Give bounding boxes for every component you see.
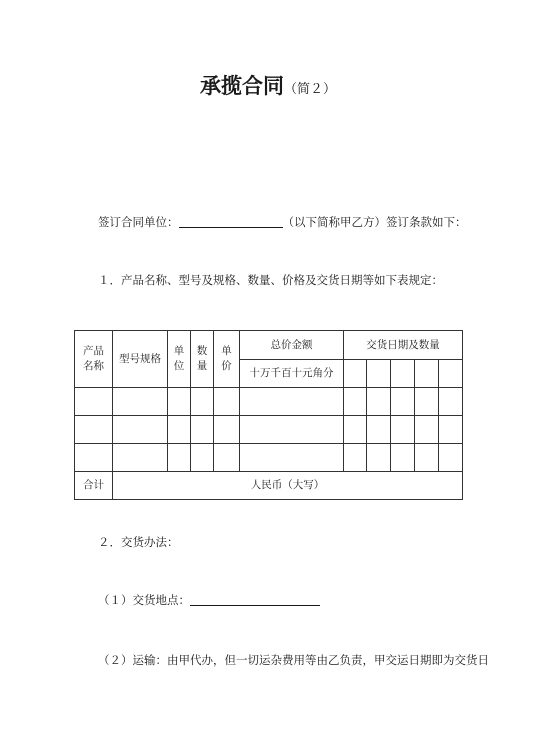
delivery-cell[interactable] bbox=[415, 360, 439, 388]
table-cell[interactable] bbox=[214, 444, 240, 472]
table-cell[interactable] bbox=[113, 444, 168, 472]
table-cell[interactable] bbox=[439, 416, 463, 444]
table-cell[interactable] bbox=[214, 388, 240, 416]
delivery-cell[interactable] bbox=[367, 360, 391, 388]
table-row bbox=[75, 444, 463, 472]
product-table bbox=[74, 330, 463, 500]
header-unit-price: 单价 bbox=[214, 331, 240, 388]
delivery-location-line bbox=[98, 592, 320, 608]
delivery-cell[interactable] bbox=[439, 360, 463, 388]
header-total-amount: 总价金额 bbox=[240, 331, 344, 360]
table-cell[interactable] bbox=[391, 388, 415, 416]
table-cell[interactable] bbox=[367, 444, 391, 472]
table-cell[interactable] bbox=[168, 388, 191, 416]
clause-2: ２．交货办法： bbox=[98, 535, 179, 549]
total-label: 合计 bbox=[75, 472, 113, 500]
clause-2-2: （２）运输：由甲代办，但一切运杂费用等由乙负责，甲交运日期即为交货日 bbox=[98, 653, 489, 667]
table-cell[interactable] bbox=[240, 416, 344, 444]
table-cell[interactable] bbox=[191, 444, 214, 472]
title-main: 承揽合同 bbox=[199, 74, 284, 98]
title-suffix: （简２） bbox=[283, 82, 336, 97]
header-model-spec: 型号规格 bbox=[113, 331, 168, 388]
document-title bbox=[0, 70, 536, 100]
table-cell[interactable] bbox=[391, 444, 415, 472]
table-cell[interactable] bbox=[367, 388, 391, 416]
table-cell[interactable] bbox=[75, 416, 113, 444]
table-cell[interactable] bbox=[367, 416, 391, 444]
delivery-cell[interactable] bbox=[391, 360, 415, 388]
total-rmb-label: 人民币（大写） bbox=[250, 479, 325, 491]
table-cell[interactable] bbox=[240, 444, 344, 472]
table-cell[interactable] bbox=[168, 444, 191, 472]
table-row bbox=[75, 388, 463, 416]
header-product-name: 产品名称 bbox=[75, 331, 113, 388]
header-unit: 单位 bbox=[168, 331, 191, 388]
table-cell[interactable] bbox=[113, 416, 168, 444]
table-cell[interactable] bbox=[439, 388, 463, 416]
signing-unit-line bbox=[98, 214, 467, 230]
signing-unit-label: 签订合同单位： bbox=[98, 215, 179, 229]
total-rmb[interactable] bbox=[113, 472, 463, 500]
delivery-location-blank[interactable] bbox=[190, 593, 320, 606]
table-cell[interactable] bbox=[415, 444, 439, 472]
table-cell[interactable] bbox=[344, 388, 367, 416]
table-cell[interactable] bbox=[415, 416, 439, 444]
table-cell[interactable] bbox=[214, 416, 240, 444]
table-cell[interactable] bbox=[344, 416, 367, 444]
total-row bbox=[75, 472, 463, 500]
header-quantity: 数量 bbox=[191, 331, 214, 388]
header-delivery: 交货日期及数量 bbox=[344, 331, 463, 360]
signing-unit-blank[interactable] bbox=[179, 215, 283, 228]
delivery-cell[interactable] bbox=[344, 360, 367, 388]
delivery-location-label: （１）交货地点： bbox=[98, 593, 190, 607]
table-cell[interactable] bbox=[391, 416, 415, 444]
table-cell[interactable] bbox=[168, 416, 191, 444]
table-cell[interactable] bbox=[75, 388, 113, 416]
table-cell[interactable] bbox=[75, 444, 113, 472]
table-cell[interactable] bbox=[191, 416, 214, 444]
clause-1: １．产品名称、型号及规格、数量、价格及交货日期等如下表规定： bbox=[98, 273, 443, 287]
table-header-row-1 bbox=[75, 331, 463, 360]
table-cell[interactable] bbox=[344, 444, 367, 472]
table-cell[interactable] bbox=[191, 388, 214, 416]
table-cell[interactable] bbox=[415, 388, 439, 416]
signing-unit-suffix: （以下简称甲乙方）签订条款如下： bbox=[282, 215, 467, 229]
table-cell[interactable] bbox=[113, 388, 168, 416]
table-cell[interactable] bbox=[439, 444, 463, 472]
header-amount-digits: 十万千百十元角分 bbox=[240, 360, 344, 388]
table-row bbox=[75, 416, 463, 444]
table-cell[interactable] bbox=[240, 388, 344, 416]
